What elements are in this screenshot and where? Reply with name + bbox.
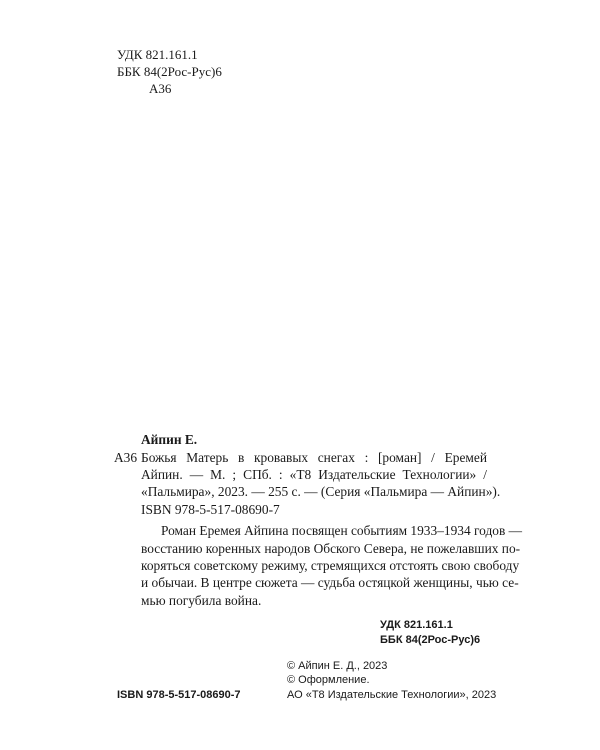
annotation-line-4: и обычаи. В центре сюжета — судьба остяцкой женщины, чью се- — [141, 575, 519, 590]
bottom-isbn: ISBN 978-5-517-08690-7 — [117, 689, 241, 701]
copyright-publisher: АО «Т8 Издательские Технологии», 2023 — [287, 689, 497, 701]
top-author-code: А36 — [149, 81, 172, 96]
top-udk: УДК 821.161.1 — [117, 47, 198, 62]
entry-code: А36 — [114, 450, 138, 465]
entry-description-line-1: Божья Матерь в кровавых снегах : [роман] / Еремей — [141, 450, 487, 465]
copyright-design: © Оформление. — [287, 674, 370, 686]
top-bbk: ББК 84(2Рос-Рус)6 — [117, 64, 222, 79]
entry-description-line-2: Айпин. — М. ; СПб. : «Т8 Издательские Технологии» / — [141, 467, 487, 482]
annotation-line-3: коряться советскому режиму, стремящихся отстоять свою свободу — [141, 558, 520, 573]
copyright-author: © Айпин Е. Д., 2023 — [287, 660, 388, 672]
annotation-line-1: Роман Еремея Айпина посвящен событиям 1933–1934 годов — — [161, 523, 523, 538]
entry-author: Айпин Е. — [141, 432, 198, 447]
entry-bbk: ББК 84(2Рос-Рус)6 — [380, 634, 481, 646]
entry-udk: УДК 821.161.1 — [380, 619, 453, 631]
entry-isbn: ISBN 978-5-517-08690-7 — [141, 502, 280, 517]
annotation-line-5: мью погубила война. — [141, 593, 262, 608]
entry-description-line-3: «Пальмира», 2023. — 255 с. — (Серия «Пальмира — Айпин»). — [141, 484, 501, 499]
annotation-line-2: восстанию коренных народов Обского Севера, не пожелавших по- — [141, 541, 521, 556]
